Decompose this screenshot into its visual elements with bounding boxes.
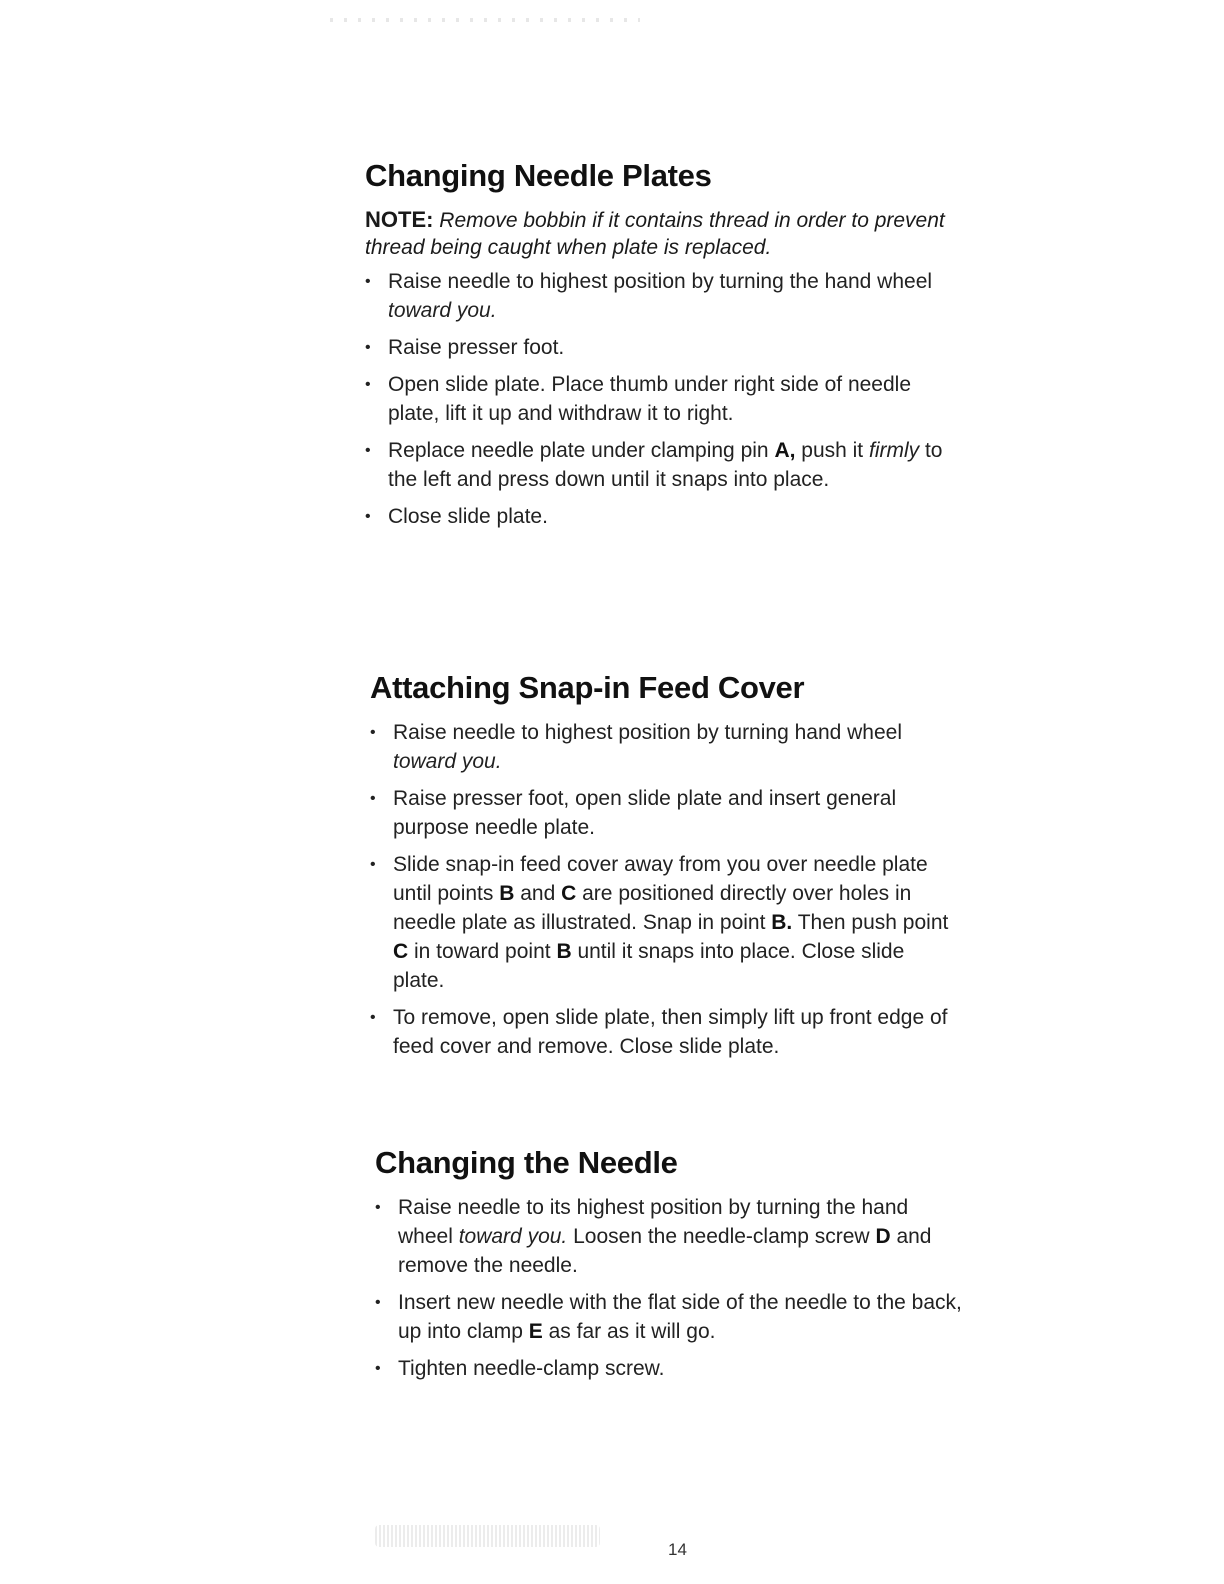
section-title: Changing Needle Plates bbox=[365, 158, 712, 193]
step-text: Slide snap-in feed cover away from you over needle plate until points bbox=[393, 853, 928, 905]
part-label: B bbox=[499, 882, 515, 905]
step-text: are positioned directly over holes in needle plate as illustrated. Snap in point bbox=[393, 882, 912, 934]
step-text: Open slide plate. Place thumb under right side of needle plate, lift it up and withdraw it to right. bbox=[388, 373, 912, 425]
bullet-icon: • bbox=[365, 339, 371, 356]
bullet-icon: • bbox=[375, 1294, 381, 1311]
part-label: D bbox=[875, 1225, 891, 1248]
step-text: until it snaps into place. Close slide plate. bbox=[393, 940, 905, 992]
section-changing-the-needle bbox=[375, 1145, 965, 1391]
step-emphasis: toward you. bbox=[458, 1225, 568, 1248]
bullet-icon: • bbox=[365, 442, 371, 459]
bullet-icon: • bbox=[370, 790, 376, 807]
step-text: Raise needle to highest position by turning hand wheel bbox=[393, 721, 903, 744]
section-changing-needle-plates bbox=[365, 158, 955, 539]
list-item bbox=[370, 718, 960, 776]
bullet-icon: • bbox=[365, 508, 371, 525]
list-item bbox=[370, 1003, 960, 1061]
section-title: Attaching Snap-in Feed Cover bbox=[370, 670, 805, 705]
step-emphasis: firmly bbox=[868, 439, 920, 462]
step-text: in toward point bbox=[408, 940, 557, 963]
list-item bbox=[375, 1193, 965, 1280]
step-text: to the left and press down until it snaps into place. bbox=[388, 439, 943, 491]
step-text: Raise needle to its highest position by turning the hand wheel bbox=[398, 1196, 909, 1248]
bullet-icon: • bbox=[370, 1009, 376, 1026]
step-text: Loosen the needle-clamp screw bbox=[567, 1225, 876, 1248]
part-label: E bbox=[528, 1320, 543, 1343]
step-emphasis: toward you. bbox=[393, 750, 502, 773]
steps-list bbox=[375, 1193, 965, 1383]
step-text: Then push point bbox=[792, 911, 949, 934]
note-text: Remove bobbin if it contains thread in order to prevent thread being caught when plate is replaced. bbox=[365, 209, 945, 259]
step-text: and remove the needle. bbox=[398, 1225, 932, 1277]
section-attaching-feed-cover bbox=[370, 670, 960, 1069]
list-item bbox=[365, 370, 955, 428]
bullet-icon: • bbox=[365, 376, 371, 393]
step-text: Tighten needle-clamp screw. bbox=[398, 1357, 665, 1380]
step-text: Raise presser foot. bbox=[388, 336, 565, 359]
part-label: A, bbox=[774, 439, 796, 462]
list-item bbox=[365, 267, 955, 325]
section-title: Changing the Needle bbox=[375, 1145, 678, 1180]
step-text: Raise presser foot, open slide plate and insert general purpose needle plate. bbox=[393, 787, 897, 839]
page-number: 14 bbox=[668, 1540, 687, 1559]
bullet-icon: • bbox=[370, 856, 376, 873]
part-label: B bbox=[556, 940, 572, 963]
bullet-icon: • bbox=[375, 1199, 381, 1216]
part-label: C bbox=[393, 940, 409, 963]
list-item bbox=[365, 333, 955, 362]
step-text: and bbox=[514, 882, 562, 905]
part-label: B. bbox=[771, 911, 793, 934]
step-text: push it bbox=[795, 439, 869, 462]
step-text: Raise needle to highest position by turning the hand wheel bbox=[388, 270, 933, 293]
steps-list bbox=[365, 267, 955, 531]
list-item bbox=[370, 850, 960, 995]
step-text: Replace needle plate under clamping pin bbox=[388, 439, 775, 462]
part-label: C bbox=[561, 882, 577, 905]
scan-artifact-bottom bbox=[375, 1525, 600, 1547]
steps-list bbox=[370, 718, 960, 1061]
step-text: To remove, open slide plate, then simply lift up front edge of feed cover and remove. Close slide plate. bbox=[393, 1006, 948, 1058]
list-item bbox=[375, 1354, 965, 1383]
list-item bbox=[365, 436, 955, 494]
scan-artifact-top bbox=[330, 18, 640, 22]
step-text: as far as it will go. bbox=[542, 1320, 716, 1343]
bullet-icon: • bbox=[370, 724, 376, 741]
step-emphasis: toward you. bbox=[388, 299, 497, 322]
note-paragraph bbox=[365, 206, 955, 261]
list-item bbox=[365, 502, 955, 531]
bullet-icon: • bbox=[365, 273, 371, 290]
step-text: Close slide plate. bbox=[388, 505, 548, 528]
note-label: NOTE: bbox=[365, 207, 434, 232]
list-item bbox=[375, 1288, 965, 1346]
bullet-icon: • bbox=[375, 1360, 381, 1377]
list-item bbox=[370, 784, 960, 842]
step-text: Insert new needle with the flat side of the needle to the back, up into clamp bbox=[398, 1291, 962, 1343]
